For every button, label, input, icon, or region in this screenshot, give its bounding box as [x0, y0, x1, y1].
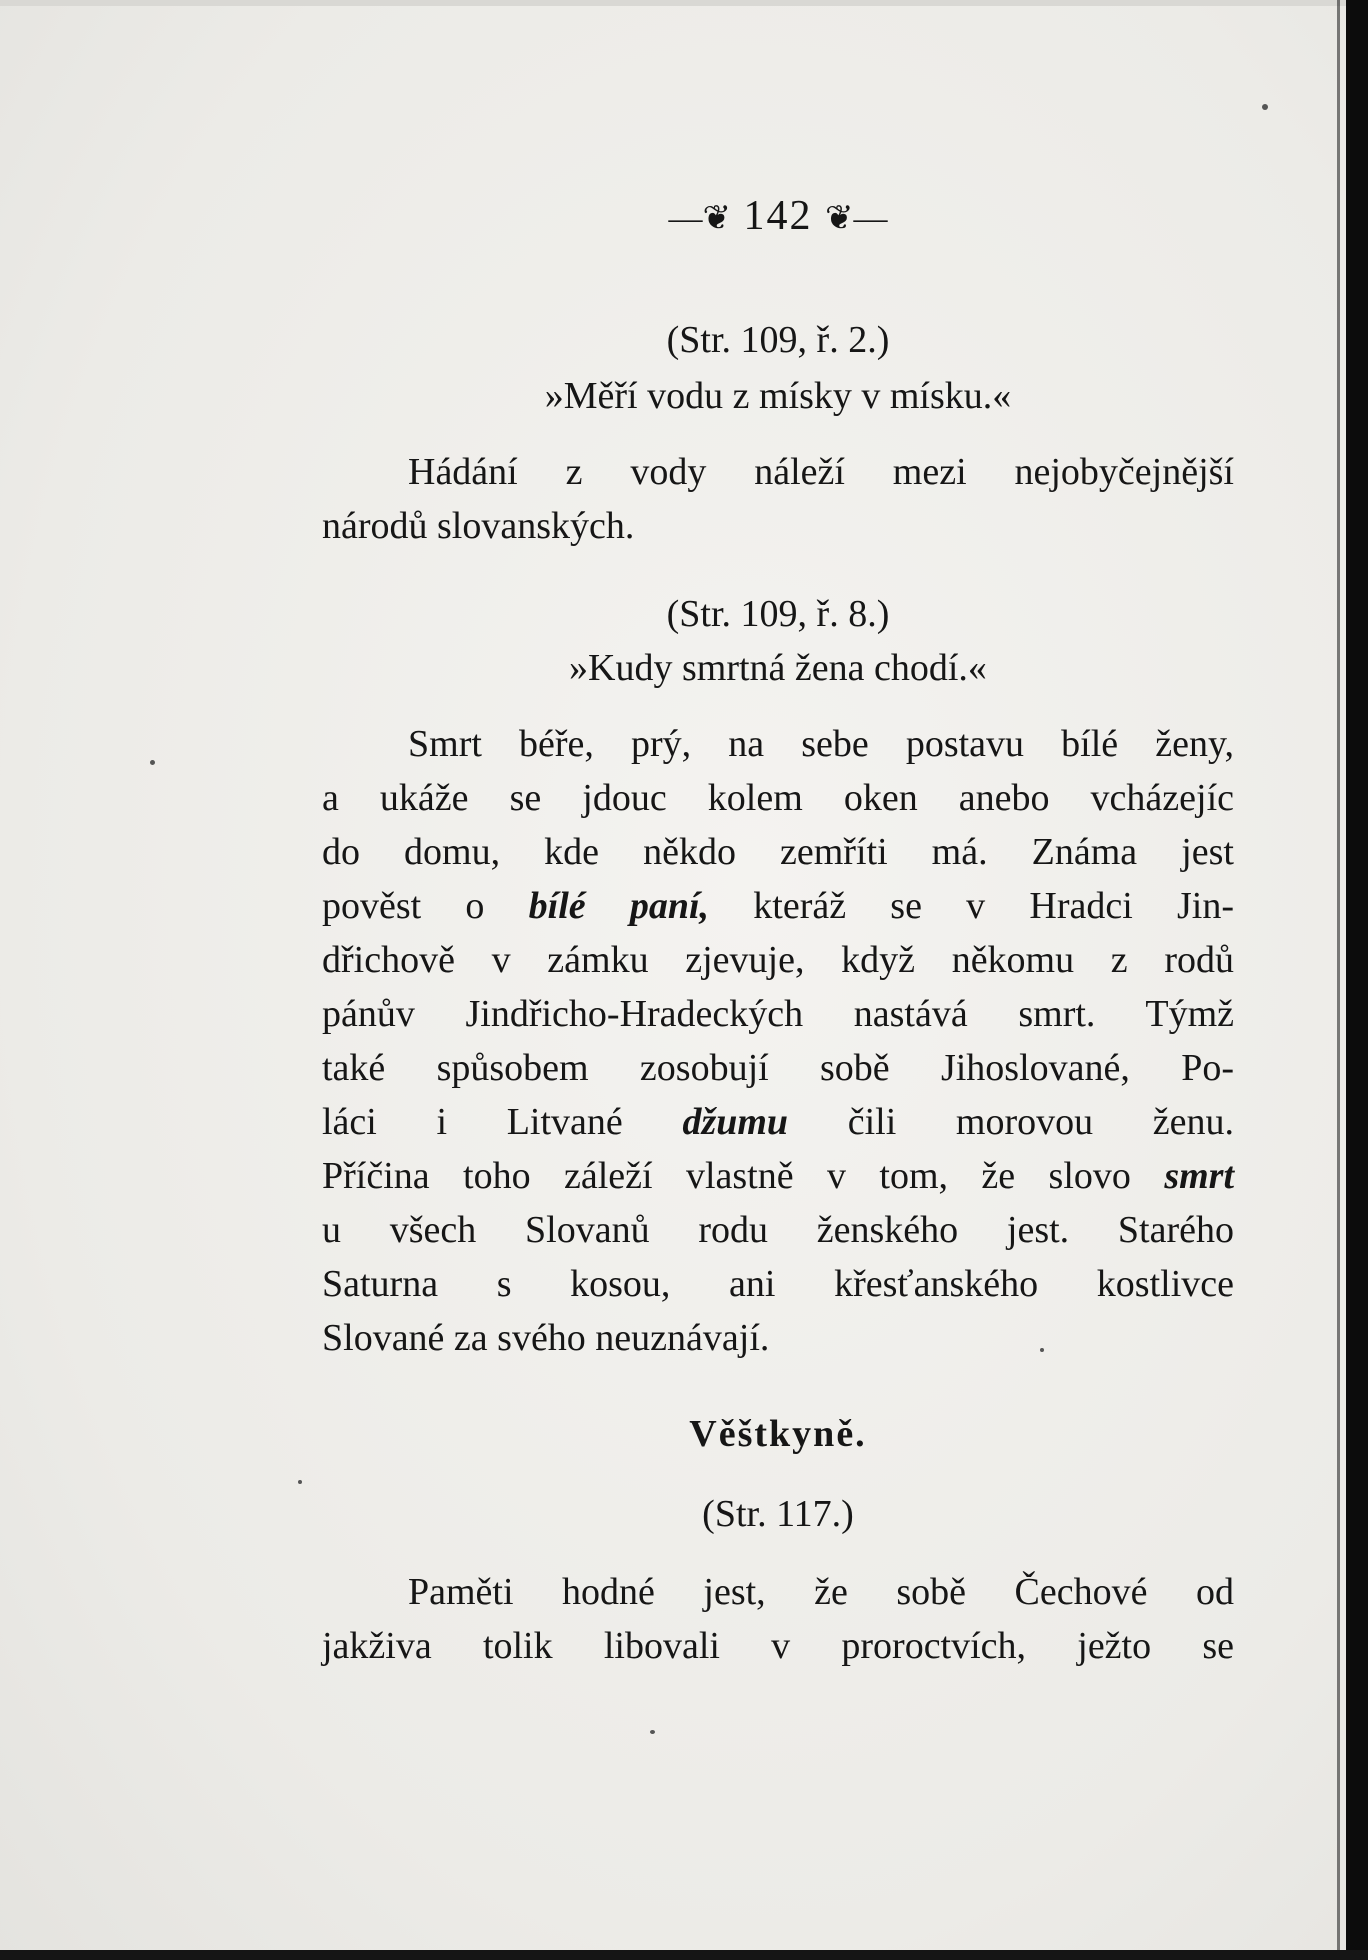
scan-speck — [298, 1480, 302, 1484]
text-segment: kteráž se v Hradci Jin- — [753, 885, 1234, 927]
text-segment: láci i Litvané — [322, 1101, 623, 1143]
text-line: Hádání z vody náleží mezi nejobyčejnější — [408, 451, 1234, 493]
scan-bottom-edge — [0, 1950, 1368, 1960]
section-heading: Věštkyně. — [689, 1413, 867, 1455]
text-line — [322, 1098, 1234, 1146]
text-line: Slované za svého neuznávají. — [322, 1317, 770, 1359]
text-line: jakživa tolik libovali v proroctvích, ježto se — [322, 1625, 1234, 1667]
reference-line: (Str. 109, ř. 2.) — [666, 319, 890, 361]
ornament-right-icon: ❦— — [825, 200, 888, 237]
text-segment: čili morovou ženu. — [847, 1101, 1235, 1143]
text-line — [322, 882, 1234, 930]
scan-top-edge — [0, 0, 1368, 6]
ornament-left-icon: —❦ — [668, 200, 731, 237]
emphasis-dzuma: džumu — [682, 1101, 789, 1143]
reference-line: (Str. 117.) — [702, 1493, 854, 1535]
quote-line: »Měří vodu z mísky v mísku.« — [544, 375, 1012, 417]
scan-speck — [1262, 104, 1268, 110]
text-line: Paměti hodné jest, že sobě Čechové od — [408, 1571, 1234, 1613]
text-line: dřichově v zámku zjevuje, když někomu z rodů — [322, 939, 1234, 981]
text-line: také spůsobem zosobují sobě Jihoslované, Po- — [322, 1047, 1234, 1089]
text-segment: Příčina toho záleží vlastně v tom, že slovo — [322, 1155, 1131, 1197]
scan-speck — [1040, 1348, 1044, 1352]
text-segment: pověst o — [322, 885, 485, 927]
text-line: pánův Jindřicho-Hradeckých nastává smrt. Týmž — [322, 993, 1234, 1035]
reference-line: (Str. 109, ř. 8.) — [666, 593, 890, 635]
quote-line: »Kudy smrtná žena chodí.« — [569, 647, 987, 689]
emphasis-smrt: smrt — [1164, 1155, 1235, 1197]
text-line: a ukáže se jdouc kolem oken anebo vcházejíc — [322, 777, 1234, 819]
text-line: národů slovanských. — [322, 505, 635, 547]
page-number: 142 — [743, 193, 813, 239]
text-line: u všech Slovanů rodu ženského jest. Starého — [322, 1209, 1234, 1251]
page-header — [322, 192, 1234, 240]
text-line — [322, 1152, 1234, 1200]
text-line: Saturna s kosou, ani křesťanského kostlivce — [322, 1263, 1234, 1305]
scan-right-shadow — [1337, 0, 1340, 1960]
text-line: Smrt béře, prý, na sebe postavu bílé ženy, — [408, 723, 1234, 765]
emphasis-white-lady: bílé paní, — [528, 885, 710, 927]
scan-right-edge — [1346, 0, 1368, 1960]
scan-speck — [650, 1730, 655, 1734]
text-line: do domu, kde někdo zemříti má. Známa jest — [322, 831, 1234, 873]
scan-speck — [150, 760, 155, 765]
